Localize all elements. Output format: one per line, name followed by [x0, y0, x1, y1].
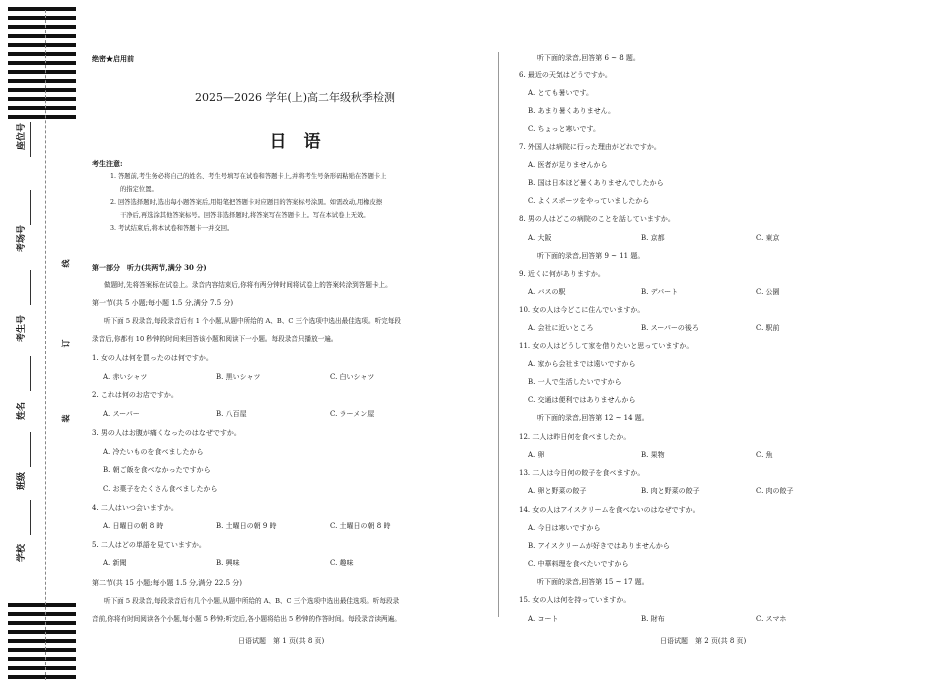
q8-option-a: A. 大阪 [528, 234, 552, 242]
q7-option-a: A. 医者が足りませんから [528, 161, 608, 169]
q1-option-a: A. 赤いシャツ [103, 373, 148, 381]
q4-option-a: A. 日曜日の朝 8 時 [103, 522, 164, 530]
q3-option-b: B. 朝ご飯を食べなかったですから [103, 466, 211, 474]
section1-title: 第一节(共 5 小题;每小题 1.5 分,满分 7.5 分) [92, 299, 234, 307]
section2-instr-b: 音前,你将有时间阅读各个小题,每小题 5 秒钟;听完后,各小题将给出 5 秒钟的作答时间。每段录音读两遍。 [92, 615, 401, 623]
q8-option-b: B. 京都 [641, 234, 665, 242]
q10-option-c: C. 駅前 [756, 324, 780, 332]
q12-option-c: C. 魚 [756, 451, 773, 459]
question-9: 9. 近くに何がありますか。 [519, 270, 605, 278]
school-label: 学校 [17, 543, 27, 562]
seat-line [30, 122, 31, 157]
q12-option-b: B. 果物 [641, 451, 665, 459]
q9-option-c: C. 公園 [756, 288, 780, 296]
notice-2b: 干净后,再选涂其他答案标号。回答非选择题时,将答案写在答题卡上。写在本试卷上无效。 [120, 212, 370, 219]
q13-option-c: C. 肉の餃子 [756, 487, 794, 495]
q13-option-a: A. 卵と野菜の餃子 [528, 487, 587, 495]
q9-option-a: A. バスの駅 [528, 288, 566, 296]
examno-label: 考生号 [17, 314, 27, 342]
q2-option-b: B. 八百屋 [216, 410, 247, 418]
part1-intro: 做题时,先将答案标在试卷上。录音内容结束后,你将有两分钟时间将试卷上的答案转涂到答题卡上。 [104, 281, 392, 289]
q15-option-c: C. スマホ [756, 615, 787, 623]
q11-option-c: C. 交通は便利ではありませんから [528, 396, 636, 404]
question-11: 11. 女の人はどうして家を借りたいと思っていますか。 [519, 342, 694, 350]
room-line [30, 190, 31, 225]
q6-option-a: A. とても暑いです。 [528, 89, 593, 97]
section1-instr-b: 录音后,你都有 10 秒钟的时间来回答该小题和阅读下一小题。每段录音只播放一遍。 [92, 335, 338, 343]
name-label: 姓名 [17, 401, 27, 420]
q5-option-a: A. 新聞 [103, 559, 127, 567]
notice-title: 考生注意: [92, 159, 123, 168]
q14-option-b: B. アイスクリームが好きではありませんから [528, 542, 670, 550]
question-12: 12. 二人は昨日何を食べましたか。 [519, 433, 631, 441]
q5-option-c: C. 趣味 [330, 559, 354, 567]
cut-line [45, 10, 46, 680]
q3-option-c: C. お菓子をたくさん食べましたから [103, 485, 218, 493]
q1-option-b: B. 黒いシャツ [216, 373, 261, 381]
class-label: 班级 [17, 471, 27, 490]
bind-mark-zhuang: 装 [60, 414, 71, 423]
group-9-11: 听下面的录音,回答第 9 ~ 11 题。 [537, 252, 645, 260]
question-14: 14. 女の人はアイスクリームを食べないのはなぜですか。 [519, 506, 700, 514]
q6-option-b: B. あまり暑くありません。 [528, 107, 616, 115]
subject-title: 日 语 [269, 132, 321, 152]
footer-page-1: 日语试题 第 1 页(共 8 页) [238, 637, 325, 645]
seat-label: 座位号 [17, 122, 27, 150]
question-3: 3. 男の人はお腹が痛くなったのはなぜですか。 [92, 429, 241, 437]
section2-title: 第二节(共 15 小题;每小题 1.5 分,满分 22.5 分) [92, 579, 243, 587]
footer-page-2: 日语试题 第 2 页(共 8 页) [660, 637, 747, 645]
notice-1b: 的指定位置。 [120, 186, 158, 193]
q8-option-c: C. 東京 [756, 234, 780, 242]
q13-option-b: B. 肉と野菜の餃子 [641, 487, 700, 495]
question-1: 1. 女の人は何を買ったのは何ですか。 [92, 354, 213, 362]
q5-option-b: B. 興味 [216, 559, 240, 567]
q11-option-a: A. 家から会社までは遠いですから [528, 360, 636, 368]
q14-option-c: C. 中華料理を食べたいですから [528, 560, 629, 568]
q7-option-b: B. 国は日本ほど暑くありませんでしたから [528, 179, 664, 187]
question-15: 15. 女の人は何を持っていますか。 [519, 596, 631, 604]
group-15-17: 听下面的录音,回答第 15 ~ 17 题。 [537, 578, 649, 586]
notice-2: 2. 回答选择题时,选出每小题答案后,用铅笔把答题卡对应题目的答案标号涂黑。如需改动,用橡皮擦 [110, 199, 383, 206]
notice-3: 3. 考试结束后,将本试卷和答题卡一并交回。 [110, 225, 234, 232]
q10-option-a: A. 会社に近いところ [528, 324, 594, 332]
q3-option-a: A. 冷たいものを食べましたから [103, 448, 204, 456]
room-label: 考场号 [17, 224, 27, 252]
question-8: 8. 男の人はどこの病院のことを話していますか。 [519, 215, 675, 223]
q11-option-b: B. 一人で生活したいですから [528, 378, 622, 386]
q10-option-b: B. スーパーの後ろ [641, 324, 699, 332]
q12-option-a: A. 卵 [528, 451, 545, 459]
class-line [30, 432, 31, 467]
question-10: 10. 女の人は今どこに住んでいますか。 [519, 306, 645, 314]
question-5: 5. 二人はどの単語を見ていますか。 [92, 541, 206, 549]
q15-option-a: A. コート [528, 615, 559, 623]
section1-instr-a: 听下面 5 段录音,每段录音后有 1 个小题,从题中所给的 A、B、C 三个选项中选出最佳选项。听完每段 [104, 317, 401, 325]
q1-option-c: C. 白いシャツ [330, 373, 375, 381]
q9-option-b: B. デパート [641, 288, 679, 296]
q2-option-a: A. スーパー [103, 410, 140, 418]
question-4: 4. 二人はいつ会いますか。 [92, 504, 178, 512]
examno-line [30, 270, 31, 305]
name-line [30, 356, 31, 391]
school-line [30, 500, 31, 535]
q6-option-c: C. ちょっと寒いです。 [528, 125, 600, 133]
q14-option-a: A. 今日は寒いですから [528, 524, 601, 532]
question-13: 13. 二人は今日何の餃子を食べますか。 [519, 469, 645, 477]
q4-option-c: C. 土曜日の朝 8 時 [330, 522, 391, 530]
q7-option-c: C. よくスポーツをやっていましたから [528, 197, 650, 205]
group-12-14: 听下面的录音,回答第 12 ~ 14 题。 [537, 414, 649, 422]
q4-option-b: B. 土曜日の朝 9 時 [216, 522, 277, 530]
bind-mark-line: 线 [60, 259, 71, 268]
question-6: 6. 最近の天気はどうですか。 [519, 71, 612, 79]
q2-option-c: C. ラーメン屋 [330, 410, 375, 418]
part1-title: 第一部分 听力(共两节,满分 30 分) [92, 263, 207, 272]
q15-option-b: B. 財布 [641, 615, 665, 623]
group-6-8: 听下面的录音,回答第 6 ~ 8 题。 [537, 54, 640, 62]
notice-1: 1. 答题前,考生务必将自己的姓名、考生号填写在试卷和答题卡上,并将考生号条形码粘贴在答题卡上 [110, 173, 387, 180]
exam-title: 2025—2026 学年(上)高二年级秋季检测 [194, 91, 396, 104]
question-7: 7. 外国人は病院に行った理由がどれですか。 [519, 143, 661, 151]
bind-mark-ding: 订 [60, 339, 71, 348]
section2-instr-a: 听下面 5 段录音,每段录音后有几个小题,从题中所给的 A、B、C 三个选项中选出最佳选项。听每段录 [104, 597, 400, 605]
secret-mark: 绝密★启用前 [92, 54, 134, 63]
question-2: 2. これは何のお店ですか。 [92, 391, 178, 399]
